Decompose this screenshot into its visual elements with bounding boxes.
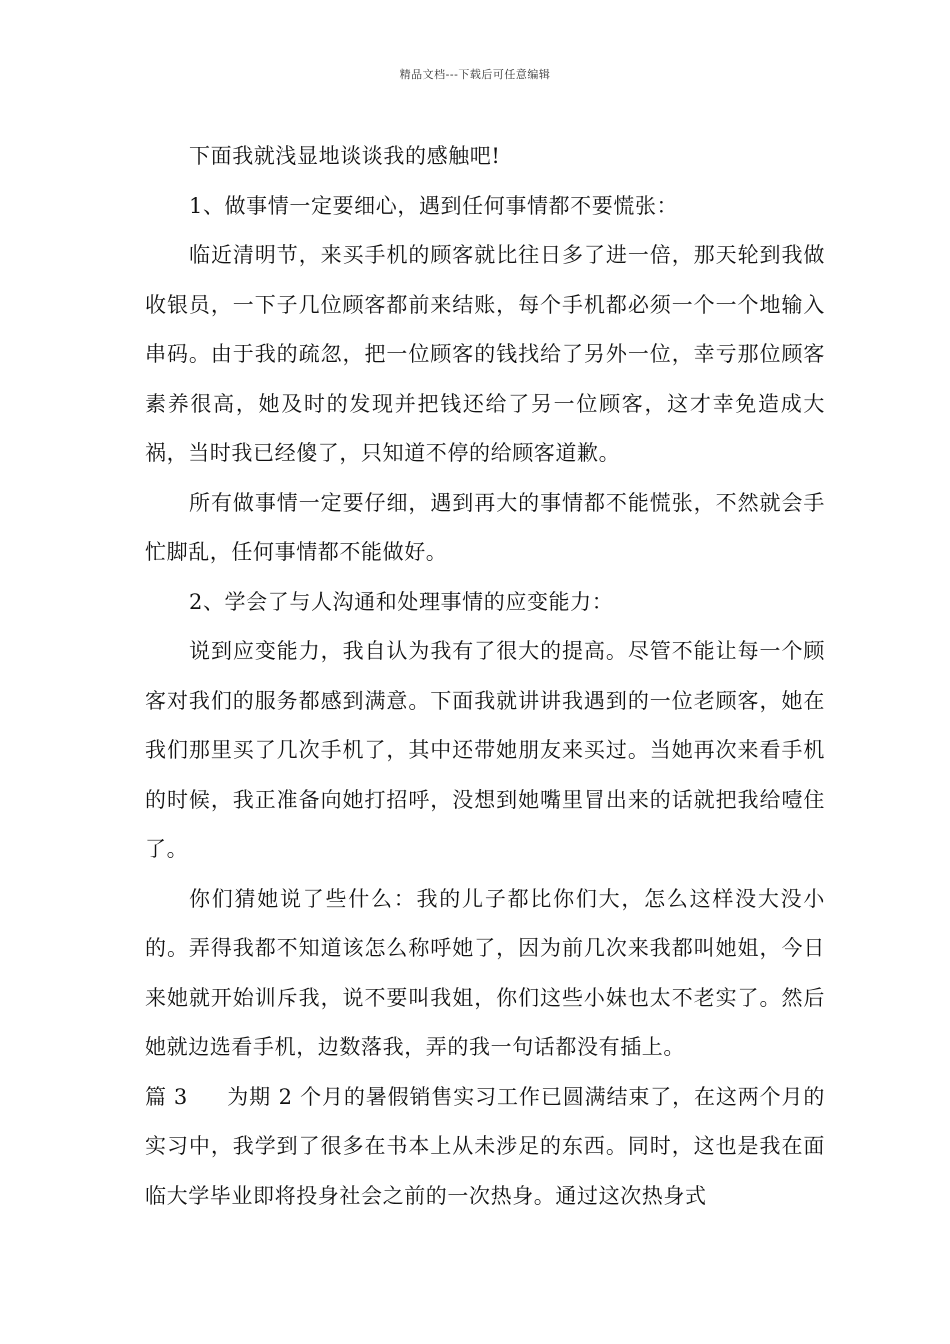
heading-point-2: 2、学会了与人沟通和处理事情的应变能力： bbox=[189, 589, 614, 614]
page-header: 精品文档---下载后可任意编辑 bbox=[399, 68, 551, 81]
paragraph-intro: 下面我就浅显地谈谈我的感触吧! bbox=[189, 144, 501, 168]
section-3-text: 为期 2 个月的暑假销售实习工作已圆满结束了，在这两个月的实习中，我学到了很多在书本上从未涉足的东西。同时，这也是我在面临大学毕业即将投身社会之前的一次热身。通过这次热身式 bbox=[145, 1084, 825, 1208]
heading-point-1: 1、做事情一定要细心，遇到任何事情都不要慌张： bbox=[189, 193, 679, 218]
paragraph-section-3 bbox=[145, 1073, 825, 1222]
paragraph-lesson-careful: 所有做事情一定要仔细，遇到再大的事情都不能慌张，不然就会手忙脚乱，任何事情都不能做好。 bbox=[145, 490, 825, 564]
paragraph-adaptability: 说到应变能力，我自认为我有了很大的提高。尽管不能让每一个顾客对我们的服务都感到满意。下面我就讲讲我遇到的一位老顾客，她在我们那里买了几次手机了，其中还带她朋友来买过。当她再次来看手机的时候，我正准备向她打招呼，没想到她嘴里冒出来的话就把我给噎住了。 bbox=[145, 639, 825, 861]
document-body bbox=[145, 132, 825, 1221]
paragraph-qingming-story: 临近清明节，来买手机的顾客就比往日多了进一倍，那天轮到我做收银员，一下子几位顾客都前来结账，每个手机都必须一个一个地输入串码。由于我的疏忽，把一位顾客的钱找给了另外一位，幸亏那位顾客素养很高，她及时的发现并把钱还给了另一位顾客，这才幸免造成大祸，当时我已经傻了，只知道不停的给顾客道歉。 bbox=[145, 243, 825, 465]
section-marker: 篇 3 bbox=[145, 1084, 188, 1109]
paragraph-customer-words: 你们猜她说了些什么：我的儿子都比你们大，怎么这样没大没小的。弄得我都不知道该怎么称呼她了，因为前几次来我都叫她姐，今日来她就开始训斥我，说不要叫我姐，你们这些小妹也太不老实了。然后她就边选看手机，边数落我，弄的我一句话都没有插上。 bbox=[145, 886, 825, 1059]
